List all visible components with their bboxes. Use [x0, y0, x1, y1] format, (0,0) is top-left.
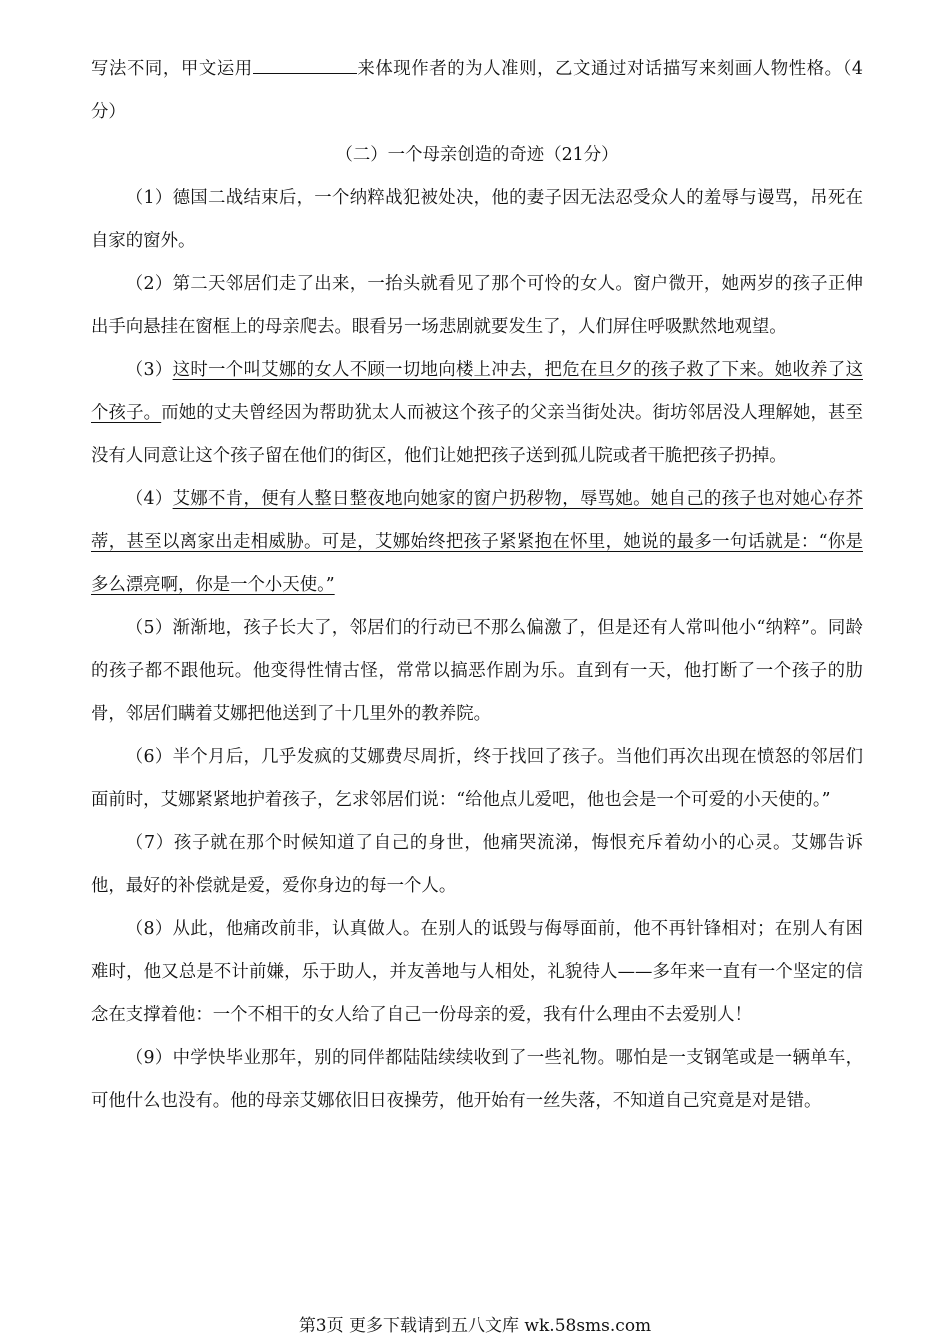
paragraph-3 [91, 349, 863, 478]
question-text-before-blank: 写法不同，甲文运用 [91, 59, 253, 79]
paragraph-7: （7）孩子就在那个时候知道了自己的身世，他痛哭流涕，悔恨充斥着幼小的心灵。艾娜告诉他，最好的补偿就是爱，爱你身边的每一个人。 [91, 833, 863, 896]
paragraph-3-text: 而她的丈夫曾经因为帮助犹太人而被这个孩子的父亲当街处决。街坊邻居没人理解她，甚至没有人同意让这个孩子留在他们的街区，他们让她把孩子送到孤儿院或者干脆把孩子扔掉。 [91, 403, 863, 466]
paragraph-1: （1）德国二战结束后，一个纳粹战犯被处决，他的妻子因无法忍受众人的羞辱与谩骂，吊死在自家的窗外。 [91, 188, 863, 251]
paragraph-9: （9）中学快毕业那年，别的同伴都陆陆续续收到了一些礼物。哪怕是一支钢笔或是一辆单车，可他什么也没有。他的母亲艾娜依旧日夜操劳，他开始有一丝失落，不知道自己究竟是对是错。 [91, 1048, 863, 1111]
paragraph-4 [91, 478, 863, 607]
section-title: （二）一个母亲创造的奇迹（21分） [335, 145, 619, 165]
paragraph-8: （8）从此，他痛改前非，认真做人。在别人的诋毁与侮辱面前，他不再针锋相对；在别人有困难时，他又总是不计前嫌，乐于助人，并友善地与人相处，礼貌待人——多年来一直有一个坚定的信念在支撑着他：一个不相干的女人给了自己一份母亲的爱，我有什么理由不去爱别人！ [91, 919, 863, 1025]
page-footer: 第3页 更多下载请到五八文库 wk.58sms.com [298, 1316, 652, 1336]
paragraph-5: （5）渐渐地，孩子长大了，邻居们的行动已不那么偏激了，但是还有人常叫他小“纳粹”。同龄的孩子都不跟他玩。他变得性情古怪，常常以搞恶作剧为乐。直到有一天，他打断了一个孩子的肋骨，邻居们瞒着艾娜把他送到了十几里外的教养院。 [91, 618, 863, 724]
paragraph-4-number: （4） [125, 489, 173, 509]
paragraph-6: （6）半个月后，几乎发疯的艾娜费尽周折，终于找回了孩子。当他们再次出现在愤怒的邻居们面前时，艾娜紧紧地护着孩子，乞求邻居们说：“给他点儿爱吧，他也会是一个可爱的小天使的。” [91, 747, 863, 810]
document-body [91, 48, 863, 1123]
paragraph-3-underlined-text: 这时一个叫艾娜的女人不顾一切地向楼上冲去，把危在旦夕的孩子救了下来。她收养了这个孩子。 [91, 360, 863, 423]
question-text [91, 48, 863, 134]
question-text-after-blank: 来体现作者的为人准则，乙文通过对话描写来刻画人物性格。（4分） [91, 59, 863, 122]
paragraph-4-underlined-text: 艾娜不肯，便有人整日整夜地向她家的窗户扔秽物，辱骂她。她自己的孩子也对她心存芥蒂，甚至以离家出走相威胁。可是，艾娜始终把孩子紧紧抱在怀里，她说的最多一句话就是：“你是多么漂亮啊，你是一个小天使。” [91, 489, 863, 595]
paragraph-3-number: （3） [125, 360, 173, 380]
answer-blank[interactable] [253, 55, 357, 74]
paragraph-2: （2）第二天邻居们走了出来，一抬头就看见了那个可怜的女人。窗户微开，她两岁的孩子正伸出手向悬挂在窗框上的母亲爬去。眼看另一场悲剧就要发生了，人们屏住呼吸默然地观望。 [91, 274, 863, 337]
